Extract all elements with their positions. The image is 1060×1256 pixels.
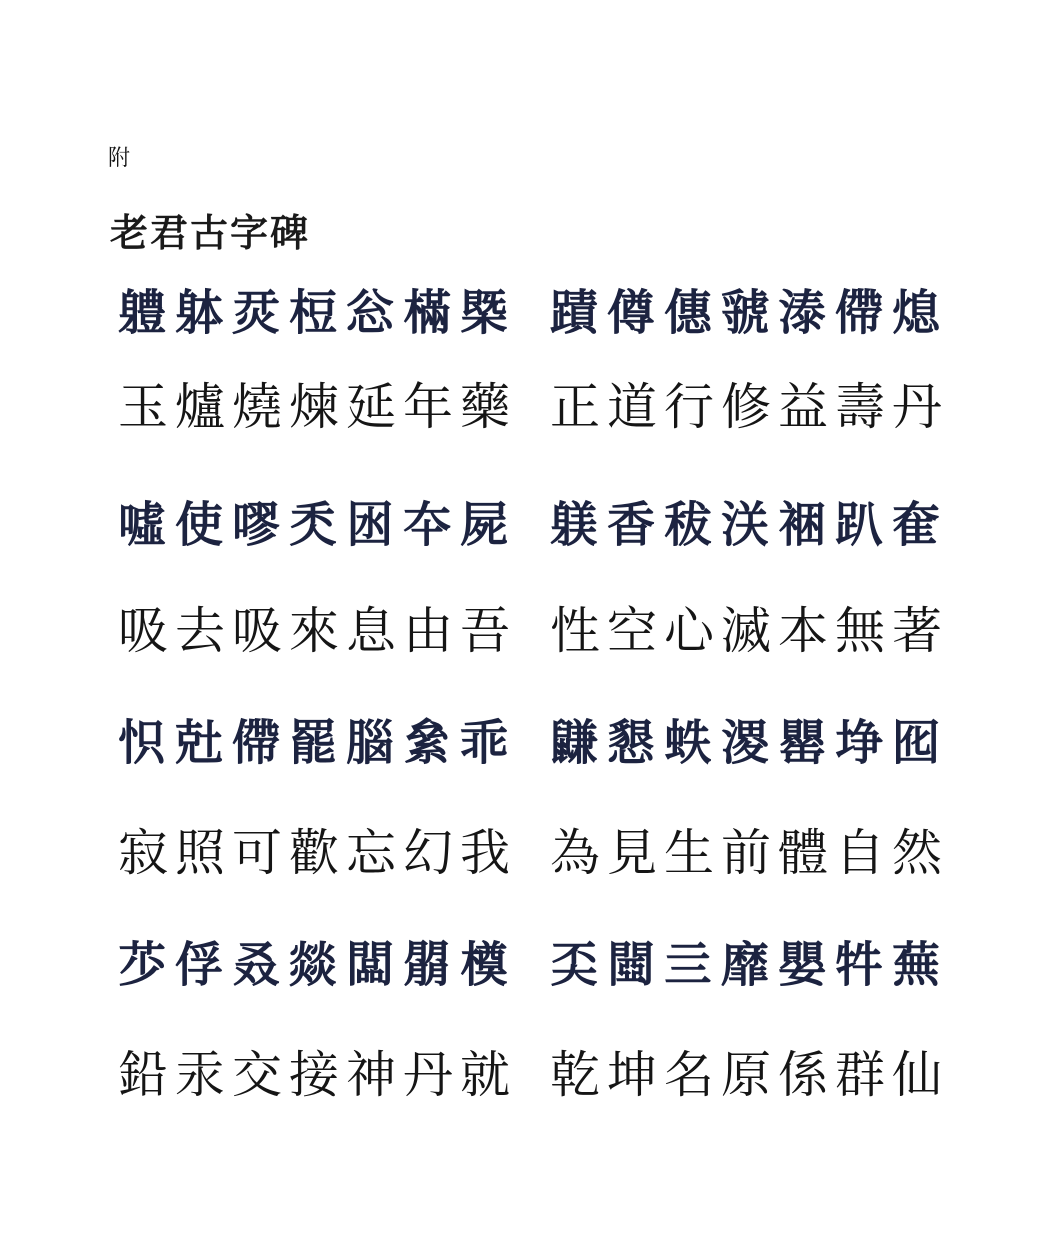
reading-line	[118, 818, 1018, 888]
reading-line	[118, 1040, 1018, 1110]
reading-line-first-half: 鉛汞交接神丹就	[118, 1046, 517, 1104]
seal-script-line	[118, 490, 1018, 560]
page-title: 老君古字碑	[110, 210, 311, 255]
seal-line-first-half: 怾兙僀罷腦絫乖	[118, 715, 518, 771]
reading-line-second-half: 為見生前體自然	[550, 824, 949, 882]
seal-line-second-half: 蹟僔僡虢溙僀熄	[550, 285, 950, 341]
reading-line-second-half: 乾坤名原係群仙	[550, 1046, 949, 1104]
seal-line-second-half: 躾香秡浂裍趴奞	[550, 497, 950, 553]
reading-line-first-half: 吸去吸來息由吾	[118, 602, 517, 660]
reading-line-second-half: 正道行修益壽丹	[550, 378, 949, 436]
seal-script-line	[118, 708, 1018, 778]
seal-line-first-half: 䒚俘叒燚闆朤橂	[118, 937, 518, 993]
reading-line-first-half: 玉爐燒煉延年藥	[118, 378, 517, 436]
seal-line-first-half: 噓使嘐秂囦夲屍	[118, 497, 518, 553]
reading-line-first-half: 寂照可歡忘幻我	[118, 824, 517, 882]
reading-line	[118, 372, 1018, 442]
reading-line	[118, 596, 1018, 666]
seal-line-first-half: 軆躰烎梪忩樠槩	[118, 285, 518, 341]
margin-note: 附	[108, 146, 131, 171]
seal-line-second-half: 鼸懇蛈溭罌埩囮	[550, 715, 950, 771]
seal-line-second-half: 奀閸亖靡嬰牪蕪	[550, 937, 950, 993]
reading-line-second-half: 性空心滅本無著	[550, 602, 949, 660]
seal-script-line	[118, 930, 1018, 1000]
seal-script-line	[118, 278, 1018, 348]
